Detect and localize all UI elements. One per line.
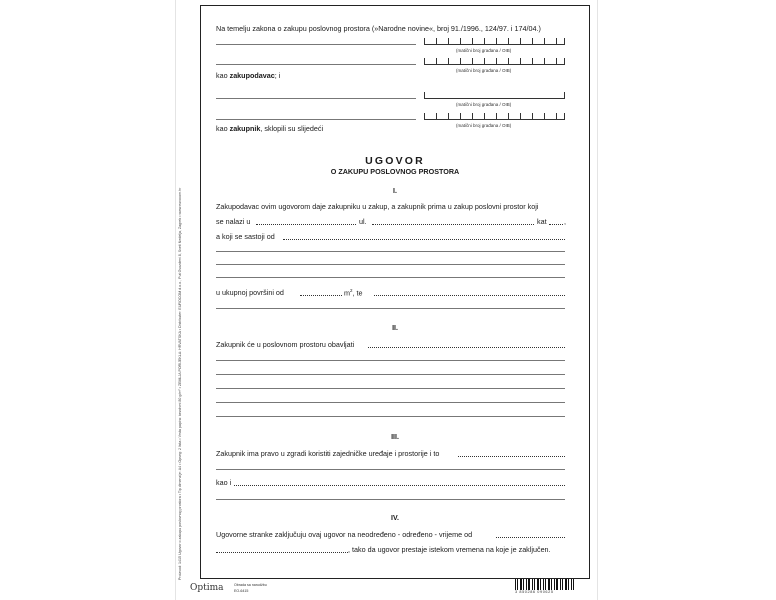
document-title: UGOVOR [365, 155, 425, 167]
section-4-number: IV. [391, 515, 399, 522]
location-field[interactable] [256, 224, 356, 225]
footer-note-2: EO-6415 [234, 589, 249, 593]
header-intro-text: Na temelju zakona o zakupu poslovnog prostora (»Narodne novine«, broj 91./1996., 124/97. i 174/04.) [216, 24, 541, 33]
facilities-line-1[interactable] [216, 469, 565, 470]
optima-logo: Optima [190, 583, 224, 593]
se-nalazi-label: se nalazi u [216, 217, 251, 226]
area-remarks-field[interactable] [374, 295, 565, 296]
povrsina-label: u ukupnoj površini od [216, 288, 284, 297]
activity-line-5[interactable] [216, 416, 565, 417]
activity-field[interactable] [368, 347, 565, 348]
barcode-digits: 3 850286 090625 [515, 590, 554, 594]
party1-oib-label: (matični broj građana / OIB) [456, 48, 512, 53]
party2-name-field[interactable] [216, 98, 416, 99]
composition-field[interactable] [283, 239, 565, 240]
party2-oib-label-2: (matični broj građana / OIB) [456, 123, 512, 128]
section-4-text: Ugovorne stranke zaključuju ovaj ugovor na neodređeno - određeno - vrijeme od [216, 530, 473, 539]
area-line-1[interactable] [216, 308, 565, 309]
kao-i-label: kao i [216, 478, 232, 487]
m2-unit: $m^2$, te [344, 288, 363, 298]
party1-oib-field[interactable] [424, 36, 565, 45]
activity-line-2[interactable] [216, 374, 565, 375]
area-field[interactable] [300, 295, 342, 296]
document-subtitle: O ZAKUPU POSLOVNOG PROSTORA [330, 167, 460, 176]
street-field[interactable] [372, 224, 534, 225]
party1-oib-label-2: (matični broj građana / OIB) [456, 68, 512, 73]
party2-address-field[interactable] [216, 119, 416, 120]
also-field[interactable] [234, 485, 565, 486]
composition-line-3[interactable] [216, 277, 565, 278]
footer-note-1: Obrada sa narudžbu [234, 583, 267, 587]
side-print-info: Proizvod: 1415 Ugovor o zakupu poslovnog prostora • Tip dimenzije: A4 • Opseg: 2 lista • Vrsta papira: bezdrvni 80 g/m² • ZEMLJA PORIJEKLA: HRVATSKA • Distributer: EUROCOM d.o.o., Put Gvozdeni 8, Sveti Nedelja, Zagreb • www.eurocom.hr [178, 187, 182, 580]
composition-line-1[interactable] [216, 251, 565, 252]
comma: , [564, 217, 566, 226]
section-1-number: I. [393, 188, 397, 195]
activity-line-3[interactable] [216, 388, 565, 389]
composition-line-2[interactable] [216, 264, 565, 265]
end-date-field[interactable] [216, 552, 348, 553]
section-4-text-2: , tako da ugovor prestaje istekom vremena na koje je zaključen. [348, 545, 551, 554]
zakupodavac-label: kao zakupodavac; i [216, 71, 281, 80]
start-date-field[interactable] [496, 537, 565, 538]
zakupnik-label: kao zakupnik, sklopili su slijedeći [216, 124, 324, 133]
sastoji-label: a koji se sastoji od [216, 232, 275, 241]
party1-address-field[interactable] [216, 64, 416, 65]
party2-oib-field-2[interactable] [424, 111, 565, 120]
kat-label: kat [537, 217, 547, 226]
section-3-number: III. [391, 434, 399, 441]
party2-oib-label: (matični broj građana / OIB) [456, 102, 512, 107]
facilities-field[interactable] [458, 456, 565, 457]
section-2-text: Zakupnik će u poslovnom prostoru obavljati [216, 340, 355, 349]
section-3-text: Zakupnik ima pravo u zgradi koristiti zajedničke uređaje i prostorije i to [216, 449, 440, 458]
document-page [175, 0, 598, 600]
party1-oib-field-2[interactable] [424, 56, 565, 65]
barcode [515, 579, 575, 593]
party1-name-field[interactable] [216, 44, 416, 45]
activity-line-4[interactable] [216, 402, 565, 403]
party2-oib-field[interactable] [424, 90, 565, 99]
ul-label: ul. [359, 217, 367, 226]
activity-line-1[interactable] [216, 360, 565, 361]
section-1-text: Zakupodavac ovim ugovorom daje zakupniku u zakup, a zakupnik prima u zakup poslovni prostor koji [216, 202, 539, 211]
section-2-number: II. [392, 325, 398, 332]
floor-field[interactable] [549, 224, 563, 225]
also-line-1[interactable] [216, 499, 565, 500]
